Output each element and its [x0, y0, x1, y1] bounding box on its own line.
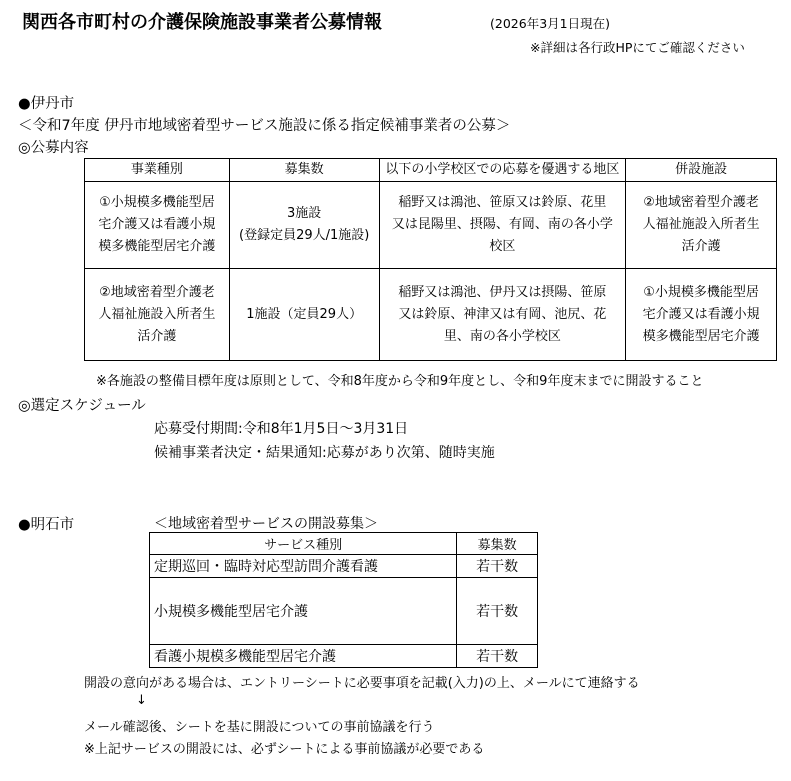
header-note: ※詳細は各行政HPにてご確認ください: [530, 40, 745, 55]
itami-schedule-heading: ◎選定スケジュール: [18, 398, 146, 414]
as-of-date: (2026年3月1日現在): [490, 16, 610, 31]
akashi-note: ※上記サービスの開設には、必ずシートによる事前協議が必要である: [84, 742, 485, 757]
table-cell: 若干数: [457, 645, 538, 668]
header-cell: 募集数: [457, 533, 538, 555]
header-cell: 募集数: [229, 159, 379, 182]
table-cell: 定期巡回・臨時対応型訪問介護看護: [150, 555, 457, 578]
itami-subtitle: ＜令和7年度 伊丹市地域密着型サービス施設に係る指定候補事業者の公募＞: [18, 118, 511, 134]
schedule-item: 候補事業者決定・結果通知:応募があり次第、随時実施: [154, 445, 495, 461]
table-cell: 看護小規模多機能型居宅介護: [150, 645, 457, 668]
header-cell: 併設施設: [626, 159, 777, 182]
page-title: 関西各市町村の介護保険施設事業者公募情報: [22, 12, 382, 33]
itami-content-heading: ◎公募内容: [18, 140, 89, 156]
table-cell: 3施設 (登録定員29人/1施設): [229, 182, 379, 269]
akashi-heading: ●明石市: [18, 517, 75, 533]
table-cell: ①小規模多機能型居 宅介護又は看護小規 模多機能型居宅介護: [626, 269, 777, 361]
akashi-note: 開設の意向がある場合は、エントリーシートに必要事項を記載(入力)の上、メールにて連絡する: [84, 676, 640, 691]
table-header-row: [85, 159, 777, 182]
itami-table: [84, 158, 777, 361]
table-cell: 若干数: [457, 555, 538, 578]
schedule-item: 応募受付期間:令和8年1月5日～3月31日: [154, 421, 409, 437]
table-header-row: [150, 533, 538, 555]
header-cell: サービス種別: [150, 533, 457, 555]
header-cell: 事業種別: [85, 159, 230, 182]
arrow-down-icon: ↓: [136, 693, 147, 708]
table-cell: 1施設（定員29人）: [229, 269, 379, 361]
table-cell: ②地域密着型介護老 人福祉施設入所者生 活介護: [626, 182, 777, 269]
header-cell: 以下の小学校区での応募を優遇する地区: [379, 159, 626, 182]
table-row: [150, 645, 538, 668]
table-cell: 若干数: [457, 578, 538, 645]
akashi-note: メール確認後、シートを基に開設についての事前協議を行う: [84, 720, 435, 735]
table-row: [85, 269, 777, 361]
table-cell: ①小規模多機能型居 宅介護又は看護小規 模多機能型居宅介護: [85, 182, 230, 269]
table-cell: 稲野又は鴻池、伊丹又は摂陽、笹原 又は鈴原、神津又は有岡、池尻、花 里、南の各小学校区: [379, 269, 626, 361]
table-row: [85, 182, 777, 269]
table-row: [150, 578, 538, 645]
akashi-subtitle: ＜地域密着型サービスの開設募集＞: [154, 516, 378, 532]
akashi-table: [149, 532, 538, 668]
table-cell: 稲野又は鴻池、笹原又は鈴原、花里 又は昆陽里、摂陽、有岡、南の各小学 校区: [379, 182, 626, 269]
table-row: [150, 555, 538, 578]
itami-table-note: ※各施設の整備目標年度は原則として、令和8年度から令和9年度とし、令和9年度末までに開設すること: [96, 374, 704, 389]
itami-heading: ●伊丹市: [18, 96, 75, 112]
table-cell: 小規模多機能型居宅介護: [150, 578, 457, 645]
table-cell: ②地域密着型介護老 人福祉施設入所者生 活介護: [85, 269, 230, 361]
